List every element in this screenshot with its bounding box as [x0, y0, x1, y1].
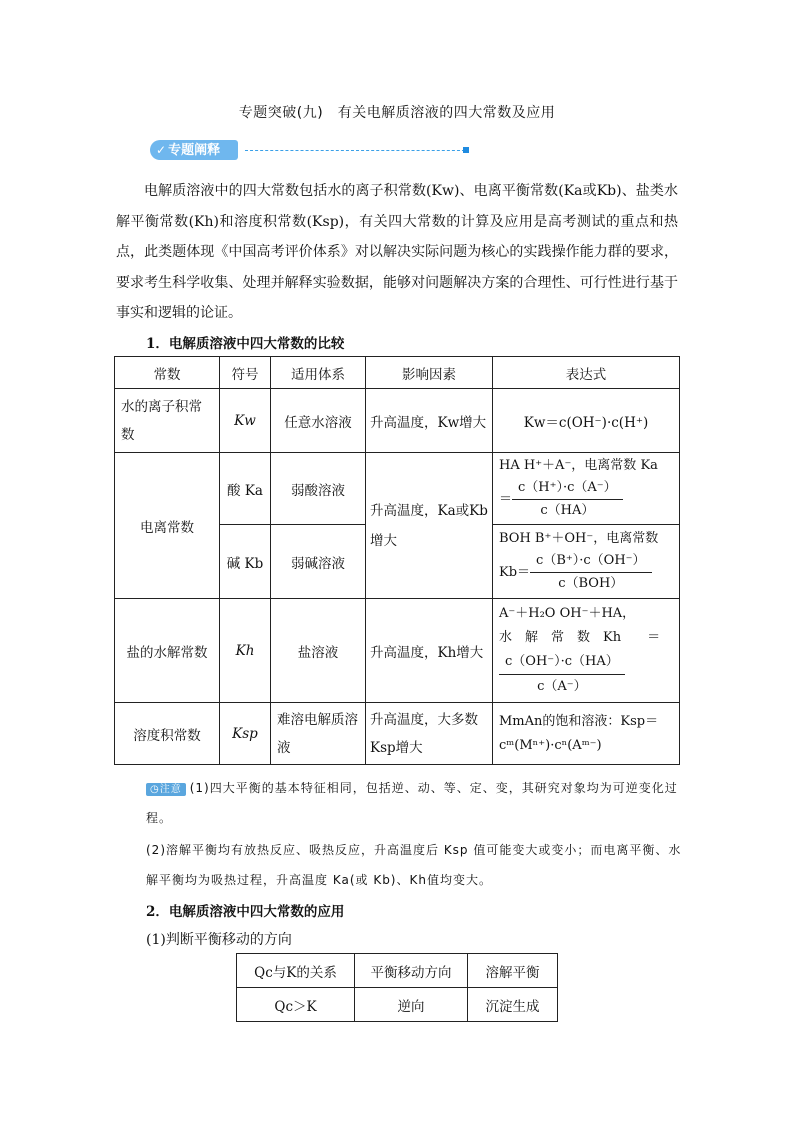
check-icon: ✓ — [156, 143, 167, 157]
intro-paragraph: 电解质溶液中的四大常数包括水的离子积常数(Kw)、电离平衡常数(Ka或Kb)、盐类水解平衡常数(Kh)和溶度积常数(Ksp)，有关四大常数的计算及应用是高考测试的重点和热点，此类题体现《中国高考评价体系》对以解决实际问题为核心的实践操作能力群的要求，要求考生科学收集、处理并解释实验数据，能够对问题解决方案的合理性、可行性进行基于事实和逻辑的论证。 — [116, 183, 678, 321]
balance-cell-direction: 逆向 — [355, 988, 468, 1022]
ka-expression — [493, 453, 680, 525]
kh-expression-line1: A⁻＋H₂O OH⁻＋HA， — [499, 606, 636, 621]
kb-formula — [499, 550, 673, 595]
header-symbol: 符号 — [220, 357, 271, 389]
subheading: (1)判断平衡移动的方向 — [146, 932, 292, 948]
ka-formula-prefix: ＝ — [499, 492, 513, 507]
banner-label: 专题阐释 — [168, 143, 221, 158]
ka-system: 弱酸溶液 — [271, 453, 366, 525]
kb-expression — [493, 525, 680, 599]
section-heading-2: 2．电解质溶液中四大常数的应用 — [146, 904, 345, 920]
page-title: 专题突破(九) 有关电解质溶液的四大常数及应用 — [238, 105, 556, 121]
section-banner — [150, 140, 238, 160]
header-expression: 表达式 — [493, 357, 680, 389]
balance-header-2: 平衡移动方向 — [355, 954, 468, 988]
kb-expression-line: BOH B⁺＋OH⁻，电离常数 — [499, 531, 659, 546]
note-paragraph-2: (2)溶解平衡均有放热反应、吸热反应，升高温度后 Ksp 值可能变大或变小；而电离平衡、水解平衡均为吸热过程，升高温度 Ka(或 Kb)、Kh值均变大。 — [146, 843, 682, 887]
kb-formula-prefix: Kb＝ — [499, 565, 531, 580]
kb-numerator: c（B⁺）·c（OH⁻） — [530, 550, 651, 573]
ka-symbol: 酸 Ka — [220, 453, 271, 525]
section-heading-1: 1．电解质溶液中四大常数的比较 — [146, 336, 345, 352]
kb-symbol: 碱 Kb — [220, 525, 271, 599]
balance-header-3: 溶解平衡 — [468, 954, 558, 988]
ion-name: 电离常数 — [115, 453, 220, 599]
clock-icon: ◷ — [150, 784, 160, 795]
kh-denominator: c（A⁻） — [537, 679, 587, 694]
constants-table — [114, 356, 680, 765]
note-badge: ◷注意 — [146, 783, 186, 796]
kb-denominator: c（BOH） — [558, 576, 624, 591]
kh-expression — [493, 599, 680, 703]
ion-factor: 升高温度，Ka或Kb增大 — [366, 453, 493, 599]
kw-system: 任意水溶液 — [271, 389, 366, 453]
balance-header-1: Qc与K的关系 — [237, 954, 355, 988]
ksp-expression: MmAn的饱和溶液：Ksp＝cᵐ(Mⁿ⁺)·cⁿ(Aᵐ⁻) — [493, 703, 680, 765]
kh-symbol: Kh — [220, 599, 271, 703]
ksp-name: 溶度积常数 — [115, 703, 220, 765]
ka-denominator: c（HA） — [540, 503, 595, 518]
banner-divider — [245, 150, 465, 151]
kw-name: 水的离子积常数 — [115, 389, 220, 453]
kw-symbol: Kw — [220, 389, 271, 453]
kw-factor: 升高温度，Kw增大 — [366, 389, 493, 453]
kh-name: 盐的水解常数 — [115, 599, 220, 703]
kw-expression: Kw＝c(OH⁻)·c(H⁺) — [493, 389, 680, 453]
divider-end-marker — [463, 147, 469, 153]
ksp-symbol: Ksp — [220, 703, 271, 765]
kh-system: 盐溶液 — [271, 599, 366, 703]
ka-formula — [499, 477, 673, 522]
header-factor: 影响因素 — [366, 357, 493, 389]
ksp-factor: 升高温度，大多数Ksp增大 — [366, 703, 493, 765]
balance-cell-relation: Qc＞K — [237, 988, 355, 1022]
kh-factor: 升高温度，Kh增大 — [366, 599, 493, 703]
balance-cell-result: 沉淀生成 — [468, 988, 558, 1022]
note-paragraph-1: ◷注意 (1)四大平衡的基本特征相同，包括逆、动、等、定、变，其研究对象均为可逆变化过程。 — [146, 781, 678, 825]
kh-numerator: c（OH⁻）·c（HA） — [499, 650, 625, 675]
balance-table — [236, 953, 558, 1022]
ksp-system: 难溶电解质溶液 — [271, 703, 366, 765]
ka-numerator: c（H⁺）·c（A⁻） — [512, 477, 623, 500]
header-constant: 常数 — [115, 357, 220, 389]
kb-system: 弱碱溶液 — [271, 525, 366, 599]
header-system: 适用体系 — [271, 357, 366, 389]
ka-expression-line: HA H⁺＋A⁻，电离常数 Ka — [499, 458, 658, 473]
kh-expression-line2: 水 解 常 数 Kh ＝ — [499, 630, 661, 645]
